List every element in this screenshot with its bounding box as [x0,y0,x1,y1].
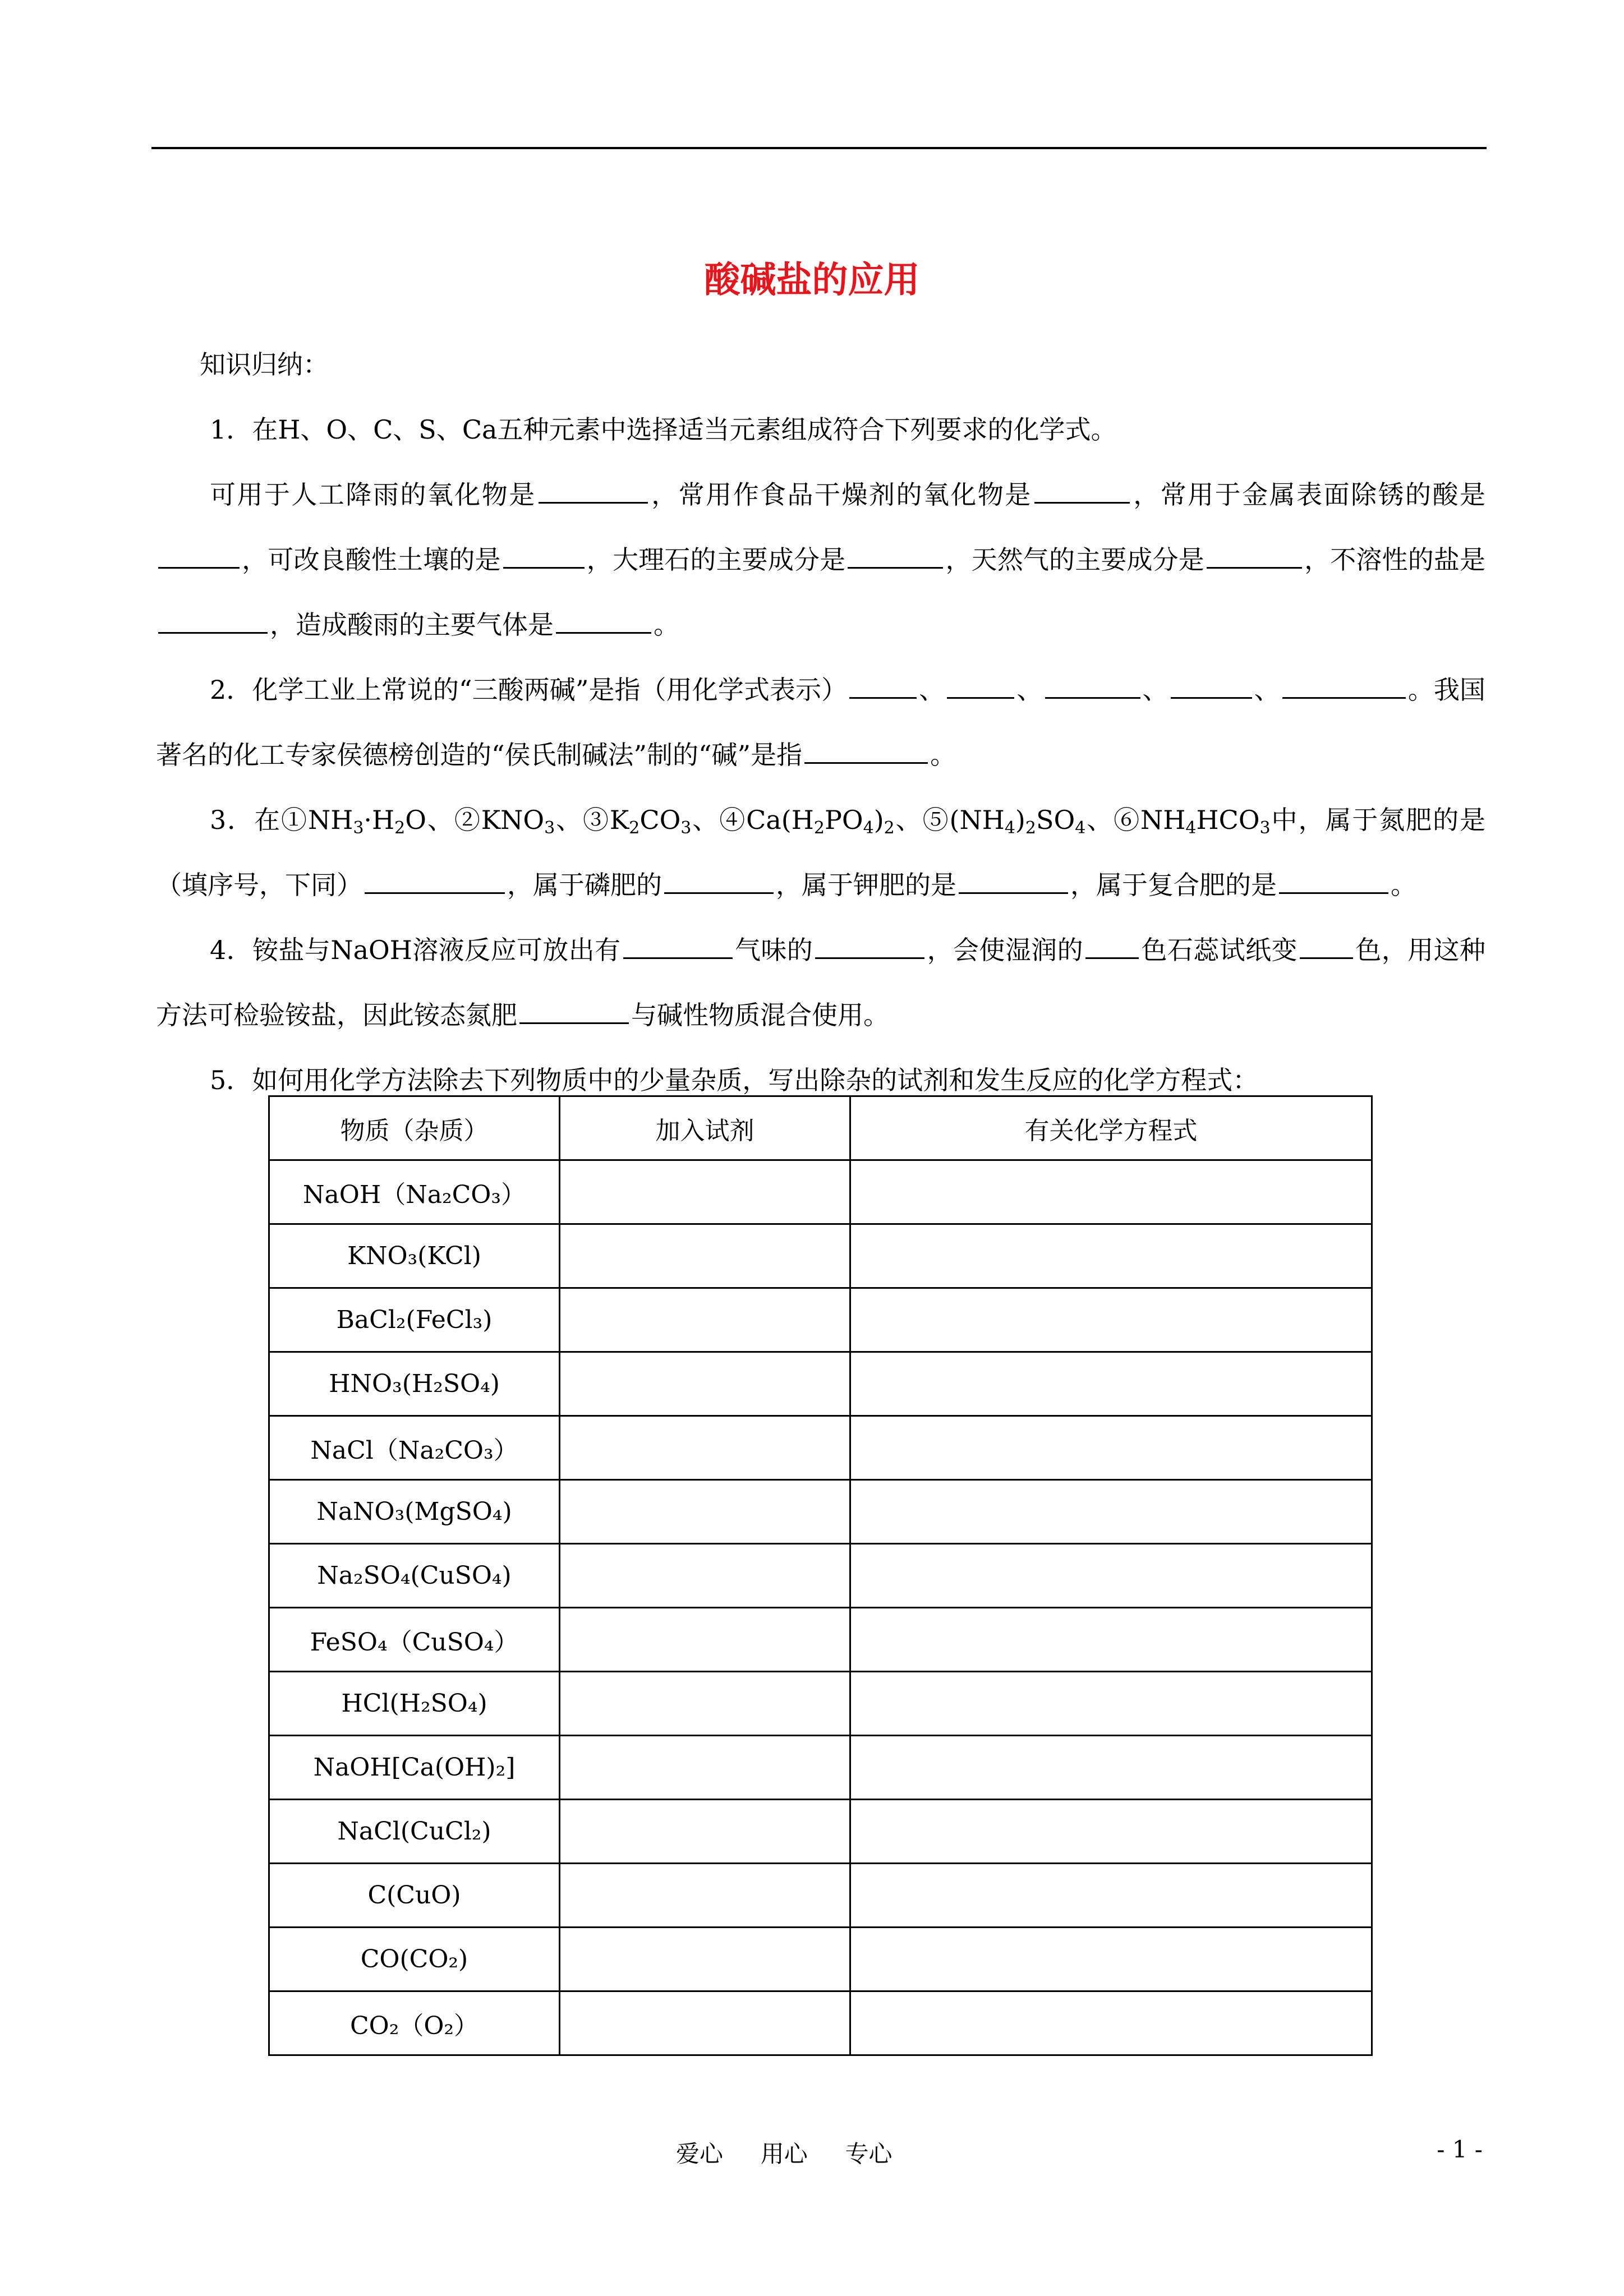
blank[interactable] [804,740,928,764]
substance-cell: HNO₃(H₂SO₄) [269,1352,560,1416]
section-heading: 知识归纳： [200,349,329,380]
blank[interactable] [848,545,943,569]
blank[interactable] [849,675,917,699]
equation-cell[interactable] [850,1736,1372,1800]
substance-cell: CO₂（O₂） [269,1991,560,2055]
substance-cell: NaOH（Na₂CO₃） [269,1160,560,1224]
table-row [269,1352,1372,1416]
reagent-cell[interactable] [560,1544,850,1608]
question-1-body: 可用于人工降雨的氧化物是 ，常用作食品干燥剂的氧化物是 ，常用于金属表面除锈的酸是，可改良酸性土壤的是 ，大理石的主要成分是 ，天然气的主要成分是 ，不溶性的盐是，造成酸雨的主要气体是 。 [156,462,1485,657]
reagent-cell[interactable] [560,1224,850,1288]
equation-cell[interactable] [850,1352,1372,1416]
substance-cell: NaOH[Ca(OH)₂] [269,1736,560,1800]
table-row [269,1991,1372,2055]
reagent-cell[interactable] [560,1608,850,1672]
blank[interactable] [1085,935,1139,959]
substance-cell: Na₂SO₄(CuSO₄) [269,1544,560,1608]
blank[interactable] [503,545,585,569]
question-4: 4．铵盐与NaOH溶液反应可放出有 气味的 ，会使湿润的 色石蕊试纸变 色，用这种方法可检验铵盐，因此铵态氮肥 与碱性物质混合使用。 [156,935,1486,1030]
col-header-reagent: 加入试剂 [560,1096,850,1160]
table-row [269,1224,1372,1288]
table-row [269,1864,1372,1928]
blank[interactable] [1279,870,1388,894]
col-header-substance: 物质（杂质） [269,1096,560,1160]
equation-cell[interactable] [850,1864,1372,1928]
table-row [269,1672,1372,1736]
reagent-cell[interactable] [560,1288,850,1352]
reagent-cell[interactable] [560,1991,850,2055]
reagent-cell[interactable] [560,1160,850,1224]
reagent-cell[interactable] [560,1480,850,1544]
reagent-cell[interactable] [560,1736,850,1800]
equation-cell[interactable] [850,1928,1372,1991]
equation-cell[interactable] [850,1288,1372,1352]
blank[interactable] [365,870,505,894]
header-rule [151,147,1487,149]
question-1-intro: 1．在H、O、C、S、Ca五种元素中选择适当元素组成符合下列要求的化学式。 [210,414,1117,445]
equation-cell[interactable] [850,1800,1372,1864]
table-row [269,1160,1372,1224]
question-5: 5．如何用化学方法除去下列物质中的少量杂质，写出除杂的试剂和发生反应的化学方程式： [210,1065,1259,1095]
table-row [269,1800,1372,1864]
equation-cell[interactable] [850,1608,1372,1672]
substance-cell: C(CuO) [269,1864,560,1928]
substance-cell: NaCl(CuCl₂) [269,1800,560,1864]
blank[interactable] [519,1000,629,1024]
equation-cell[interactable] [850,1480,1372,1544]
page-title: 酸碱盐的应用 [704,260,920,301]
blank[interactable] [158,610,268,634]
equation-cell[interactable] [850,1672,1372,1736]
substance-cell: FeSO₄（CuSO₄） [269,1608,560,1672]
reagent-cell[interactable] [560,1928,850,1991]
blank[interactable] [1045,675,1140,699]
substance-cell: HCl(H₂SO₄) [269,1672,560,1736]
table-row [269,1480,1372,1544]
blank[interactable] [664,870,774,894]
blank[interactable] [1171,675,1252,699]
blank[interactable] [539,480,648,504]
reagent-cell[interactable] [560,1800,850,1864]
blank[interactable] [815,935,924,959]
footer-motto: 爱心 用心 专心 [676,2140,892,2168]
table-row [269,1608,1372,1672]
equation-cell[interactable] [850,1991,1372,2055]
blank[interactable] [158,545,240,569]
blank[interactable] [947,675,1014,699]
equation-cell[interactable] [850,1224,1372,1288]
table-header-row [269,1096,1372,1160]
page-number: - 1 - [1437,2136,1483,2163]
substance-cell: BaCl₂(FeCl₃) [269,1288,560,1352]
substance-cell: KNO₃(KCl) [269,1224,560,1288]
table-row [269,1736,1372,1800]
blank[interactable] [1282,675,1406,699]
table-row [269,1416,1372,1480]
substance-cell: CO(CO₂) [269,1928,560,1991]
table-row [269,1928,1372,1991]
reagent-cell[interactable] [560,1864,850,1928]
blank[interactable] [623,935,733,959]
equation-cell[interactable] [850,1160,1372,1224]
question-3: 3．在$①NH_3\cdot H_2O$、$②KNO_3$、$③K_2CO_3$、$④Ca(H_2PO_4)_2$、$⑤(NH_4)_2SO_4$、$⑥NH_4HCO_3$中，属于氮肥的是（填序号，下同） ，属于磷肥的 ，属于钾肥的是 ，属于复合肥的是 。 [156,805,1485,900]
blank[interactable] [1300,935,1353,959]
reagent-cell[interactable] [560,1416,850,1480]
blank[interactable] [556,610,651,634]
reagent-cell[interactable] [560,1352,850,1416]
reagent-cell[interactable] [560,1672,850,1736]
substance-cell: NaNO₃(MgSO₄) [269,1480,560,1544]
blank[interactable] [1034,480,1130,504]
blank[interactable] [1207,545,1302,569]
col-header-equation: 有关化学方程式 [850,1096,1372,1160]
document-body [156,332,1485,1113]
equation-cell[interactable] [850,1544,1372,1608]
table-row [269,1288,1372,1352]
substance-cell: NaCl（Na₂CO₃） [269,1416,560,1480]
blank[interactable] [959,870,1068,894]
equation-cell[interactable] [850,1416,1372,1480]
purification-table [268,1095,1373,2056]
table-row [269,1544,1372,1608]
question-2: 2．化学工业上常说的“三酸两碱”是指（用化学式表示） 、 、 、 、 。我国著名的化工专家侯德榜创造的“侯氏制碱法”制的“碱”是指 。 [156,675,1486,770]
